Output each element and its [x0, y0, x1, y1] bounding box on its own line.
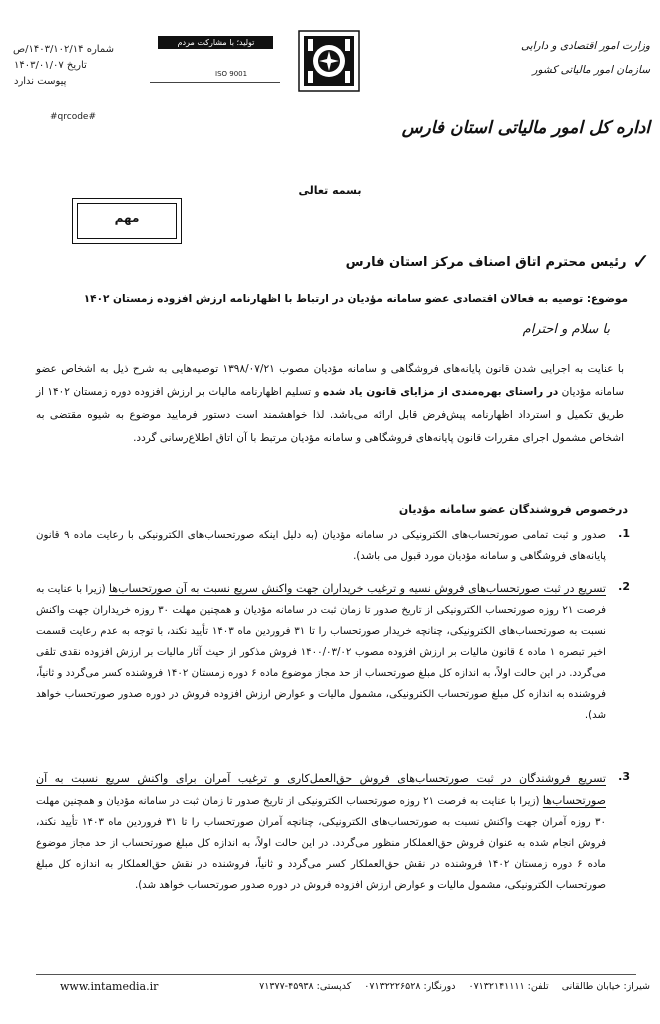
letter-number: ۱۴۰۳/۱۰۲/۱۴/ص — [12, 44, 84, 55]
header-rule — [150, 82, 280, 83]
tax-emblem-icon — [298, 30, 360, 92]
letter-number-row — [14, 44, 114, 55]
list-item-number: 2. — [618, 580, 630, 593]
footer-phone: تلفن: ۰۷۱۳۲۱۴۱۱۱۱ — [468, 981, 549, 992]
qrcode-placeholder: #qrcode# — [50, 112, 97, 122]
recipient-line — [345, 250, 650, 275]
list-item — [36, 768, 630, 896]
letter-date-label: تاریخ — [66, 60, 87, 71]
footer-fax: دورنگار: ۰۷۱۳۲۲۲۶۵۲۸ — [364, 981, 456, 992]
letter-date-row — [14, 60, 114, 71]
letter-date: ۱۴۰۳/۰۱/۰۷ — [14, 60, 64, 71]
letter-number-label: شماره — [86, 44, 114, 55]
greeting: با سلام و احترام — [522, 322, 610, 337]
priority-stamp — [72, 198, 182, 244]
subject-line — [83, 293, 628, 305]
list-item-number: 3. — [618, 770, 630, 783]
iso-label: ISO 9001 — [215, 70, 248, 78]
footer-contact — [200, 981, 650, 992]
list-item — [36, 525, 630, 567]
list-item-text: (زیرا با عنایت به فرصت ۲۱ روزه صورتحساب الکترونیکی از تاریخ صدور تا زمان ثبت در سامانه مؤدیان و همچنین مهلت ۳۰ روزه خریداران جهت واکنش نسبت به صورتحساب‌های الکترونیکی، چنانچه خریدار صورتحساب را تا ۳۱ فروردین ماه ۱۴۰۳ تأیید نکند، با توجه به عدم رعایت قسمت اخیر تبصره ۱ ماده ٤ قانون مالیات بر ارزش افزوده مصوب ۱۴۰۰/۰۳/۰۲ فروش مذکور از حیث آثار مالیات بر ارزش افزوده نقدی تلقی می‌گردد. در این حالت اولاً، به اندازه کل مبلغ صورتحساب از حد مجاز موضوع ماده ۶ دوره زمستان ۱۴۰۲ فروشنده کسر می‌گردد و ثانیاً، فروشنده به اندازه کل مبلغ صورتحساب الکترونیکی، مشمول مالیات و عوارض ارزش افزوده فروش در دوره صدور صورتحساب خواهد شد). — [36, 584, 607, 721]
list-item-highlight: تسریع فروشندگان در ثبت صورتحساب‌های فروش حق‌العمل‌کاری و ترغیب آمران برای واکنش سریع نسبت به آن صورتحساب‌ها — [36, 772, 606, 807]
subject-label: موضوع: — [586, 293, 628, 305]
letter-attachment: پیوست ندارد — [14, 76, 67, 87]
list-item-body — [36, 768, 606, 896]
footer-rule — [36, 974, 636, 975]
organization-name: سازمان امور مالیاتی کشور — [532, 64, 650, 76]
footer-address: شیراز: خیابان طالقانی — [561, 981, 650, 992]
subject-text: توصیه به فعالان اقتصادی عضو سامانه مؤدیان در ارتباط با اظهارنامه ارزش افزوده زمستان ۱۴۰۲ — [83, 293, 584, 305]
slogan-text: تولید؛ با مشارکت مردم — [177, 38, 255, 47]
intro-paragraph — [36, 358, 624, 450]
tax-organization-logo — [298, 30, 360, 92]
list-item-text: صدور و ثبت تمامی صورتحساب‌های الکترونیکی در سامانه مؤدیان (به دلیل اینکه صورتحساب‌های الکترونیکی با رعایت ماده ۹ قانون پایانه‌های فروشگاهی و سامانه مؤدیان مورد قبول می باشد). — [36, 530, 606, 562]
basmala: بسمه تعالی — [298, 184, 362, 197]
priority-stamp-text: مهم — [114, 211, 140, 225]
list-item-number: 1. — [618, 527, 630, 540]
footer-website: www.intamedia.ir — [60, 980, 159, 993]
intro-text-part1: با عنایت به اجرایی شدن قانون پایانه‌های فروشگاهی و سامانه مؤدیان مصوب ۱۳۹۸/۰۷/۲۱ توصیه‌هایی به شرح ذیل به اشخاص عضو سامانه مؤدیان — [36, 363, 625, 398]
section-title: درخصوص فروشندگان عضو سامانه مؤدیان — [398, 503, 628, 516]
ministry-name: وزارت امور اقتصادی و دارایی — [520, 40, 650, 52]
list-item-body — [36, 578, 606, 726]
department-title: اداره کل امور مالیاتی استان فارس — [401, 118, 650, 138]
footer-postal: کدپستی: ۴۵۹۳۸-۷۱۳۷۷ — [259, 981, 352, 992]
recipient: رئیس محترم اتاق اصناف مرکز استان فارس — [345, 255, 627, 270]
list-item-text: (زیرا با عنایت به فرصت ۲۱ روزه صورتحساب الکترونیکی از تاریخ صدور تا زمان ثبت در سامانه مؤدیان و همچنین مهلت ۳۰ روزه آمران جهت واکنش نسبت به صورتحساب‌های الکترونیکی، چنانچه آمران صورتحساب را تا ۳۱ فروردین ماه ۱۴۰۳ تأیید نکند، فروش انجام شده به عنوان فروش حق‌العملکار منظور می‌گردد. در این حالت اولاً، به اندازه کل مبلغ صورتحساب از حد مجاز موضوع ماده ۶ دوره زمستان ۱۴۰۲ فروشنده در نقش حق‌العملکار کسر می‌گردد و ثانیاً، فروشنده در نقش حق‌العملکار به اندازه کل مبلغ صورتحساب الکترونیکی، مشمول مالیات و عوارض ارزش افزوده فروش در دوره صدور صورتحساب خواهد شد). — [36, 796, 607, 891]
list-item — [36, 578, 630, 726]
intro-text-bold: در راستای بهره‌مندی از مزایای قانون یاد شده — [322, 386, 559, 398]
recipient-checkmark-icon: ✓ — [631, 250, 650, 275]
list-item-highlight: تسریع در ثبت صورتحساب‌های فروش نسیه و ترغیب خریداران جهت واکنش سریع نسبت به آن صورتحساب‌ها — [108, 582, 606, 595]
intro-text-part2: و تسلیم اظهارنامه مالیات بر ارزش افزوده دوره زمستان ۱۴۰۲ از طریق تکمیل و استرداد اظهارنامه پیش‌فرض قابل ارائه می‌باشد. لذا خواهشمند است دستور فرمایید موضوع به شیوه مقتضی به اشخاص مشمول اجرای مقررات قانون پایانه‌های فروشگاهی و سامانه مؤدیان مرتبط با آن اتاق اطلاع‌رسانی گردد. — [36, 386, 624, 444]
